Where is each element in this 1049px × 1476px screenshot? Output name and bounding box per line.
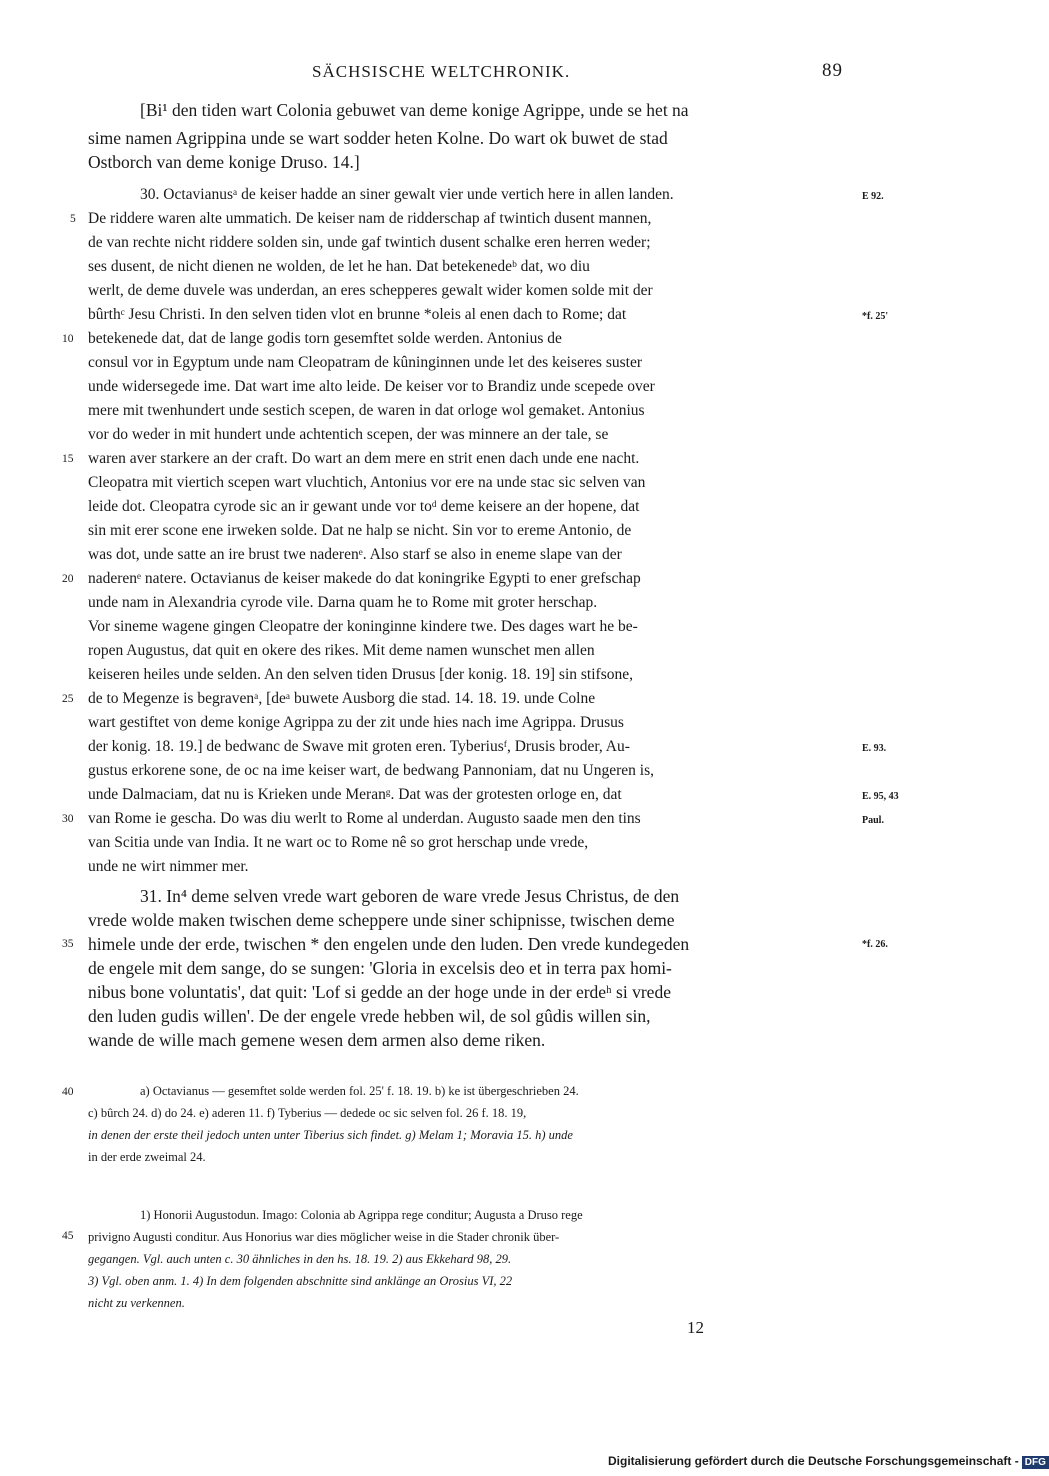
margin-note: E. 93. [862, 743, 887, 754]
running-title: SÄCHSISCHE WELTCHRONIK. [312, 62, 571, 81]
text-line: unde nam in Alexandria cyrode vile. Darna quam he to Rome mit groter herschap. [88, 594, 598, 611]
text-line: wande de wille mach gemene wesen dem armen also deme riken. [88, 1030, 546, 1050]
variant-line: c) bûrch 24. d) do 24. e) aderen 11. f) Tyberius — dedede oc sic selven fol. 26 f. 18. 19, [88, 1106, 527, 1120]
line-number: 30 [62, 813, 74, 825]
text-line: gustus erkorene sone, de oc na ime keiser wart, de bedwang Pannoniam, dat nu Ungeren is, [88, 762, 655, 779]
text-line: werlt, de deme duvele was underdan, an eres schepperes gewalt wider komen solde mit der [88, 282, 653, 299]
variant-line: in der erde zweimal 24. [88, 1150, 206, 1164]
text-line: betekenede dat, dat de lange godis torn gesemftet solde werden. Antonius de [88, 330, 562, 347]
line-number: 20 [62, 573, 74, 585]
text-line: de van rechte nicht riddere solden sin, unde gaf twintich dusent schalke eren herren weder; [88, 234, 651, 251]
signature-mark: 12 [687, 1318, 704, 1337]
text-line: naderenᵉ natere. Octavianus de keiser makede do dat koningrike Egypti to ener grefschap [88, 570, 641, 587]
text-line: [Bi¹ den tiden wart Colonia gebuwet van deme konige Agrippe, unde se het na [140, 100, 689, 120]
text-line: ropen Augustus, dat quit en okere des rikes. Mit deme namen wunschet men allen [88, 642, 595, 659]
text-line: mere mit twenhundert unde sestich scepen, de waren in dat orloge wol gemaket. Antonius [88, 402, 645, 419]
text-line: leide dot. Cleopatra cyrode sic an ir gewant unde vor toᵈ deme keisere an der hopene, dat [88, 498, 640, 515]
footnote-line: gegangen. Vgl. auch unten c. 30 ähnliches in den hs. 18. 19. 2) aus Ekkehard 98, 29. [88, 1252, 512, 1266]
line-number: 25 [62, 693, 74, 705]
margin-note: E 92. [862, 191, 884, 202]
text-line: unde ne wirt nimmer mer. [88, 858, 249, 875]
text-line: keiseren heiles unde selden. An den selven tiden Drusus [der konig. 18. 19] sin stifsone, [88, 666, 633, 683]
text-line: ses dusent, de nicht dienen ne wolden, de let he han. Dat betekenedeᵇ dat, wo diu [88, 258, 590, 275]
text-line: 30. Octavianusᵃ de keiser hadde an siner gewalt vier unde vertich here in allen landen. [140, 186, 674, 203]
text-line: unde Dalmaciam, dat nu is Krieken unde Meranᵍ. Dat was der grotesten orloge en, dat [88, 786, 622, 803]
text-line: sime namen Agrippina unde se wart sodder heten Kolne. Do wart ok buwet de stad [88, 128, 668, 148]
line-number: 15 [62, 453, 74, 465]
text-line: bûrthᶜ Jesu Christi. In den selven tiden vlot en brunne *oleis al enen dach to Rome; dat [88, 306, 627, 323]
dfg-logo: DFG [1022, 1456, 1049, 1469]
text-line: himele unde der erde, twischen * den engelen unde den luden. Den vrede kundegeden [88, 934, 690, 954]
footnote-line: privigno Augusti conditur. Aus Honorius war dies möglicher weise in die Stader chronik über- [88, 1230, 560, 1244]
line-number: 40 [62, 1086, 74, 1098]
text-line: was dot, unde satte an ire brust twe naderenᵉ. Also starf se also in eneme slape van der [88, 546, 622, 563]
footer-text: Digitalisierung gefördert durch die Deutsche Forschungsgemeinschaft - [608, 1454, 1019, 1468]
variant-line: in denen der erste theil jedoch unten unter Tiberius sich findet. g) Melam 1; Moravia 15. h) unde [88, 1128, 573, 1142]
text-line: de to Megenze is begravenᵃ, [deᵃ buwete Ausborg die stad. 14. 18. 19. unde Colne [88, 690, 596, 707]
footnote-line: 3) Vgl. oben anm. 1. 4) In dem folgenden abschnitte sind anklänge an Orosius VI, 22 [88, 1274, 513, 1288]
text-line: de engele mit dem sange, do se sungen: 'Gloria in excelsis deo et in terra pax homi- [88, 958, 672, 978]
text-line: nibus bone voluntatis', dat quit: 'Lof si gedde an der hoge unde in der erdeʰ si vrede [88, 982, 671, 1002]
margin-note: *f. 26. [862, 939, 888, 950]
line-number: 35 [62, 938, 74, 950]
text-line: van Rome ie gescha. Do was diu werlt to Rome al underdan. Augusto saade men den tins [88, 810, 641, 827]
text-line: Cleopatra mit viertich scepen wart vluchtich, Antonius vor ere na unde stac sic selven van [88, 474, 646, 491]
line-number: 10 [62, 333, 74, 345]
line-number: 5 [70, 213, 76, 225]
text-line: wart gestiftet von deme konige Agrippa zu der zit unde hies nach ime Agrippa. Drusus [88, 714, 624, 731]
text-line: vrede wolde maken twischen deme scheppere unde siner schipnisse, twischen deme [88, 910, 675, 930]
text-line: De riddere waren alte ummatich. De keiser nam de ridderschap af twintich dusent mannen, [88, 210, 652, 227]
text-line: Vor sineme wagene gingen Cleopatre der koninginne kindere twe. Des dages wart he be- [88, 618, 638, 635]
margin-note: E. 95, 43 [862, 791, 899, 802]
line-number: 45 [62, 1230, 74, 1242]
text-line: van Scitia unde van India. It ne wart oc to Rome nê so grot herschap unde vrede, [88, 834, 589, 851]
text-line: den luden gudis willen'. De der engele vrede hebben wil, de sol gûdis willen sin, [88, 1006, 651, 1026]
page-number: 89 [822, 60, 843, 81]
text-line: vor do weder in mit hundert unde achtentich scepen, der was minnere an der tale, se [88, 426, 609, 443]
text-line: 31. In⁴ deme selven vrede wart geboren de ware vrede Jesus Christus, de den [140, 886, 680, 906]
margin-note: *f. 25' [862, 311, 889, 322]
text-line: sin mit erer scone ene irweken solde. Dat ne halp se nicht. Sin vor to ereme Antonio, de [88, 522, 632, 539]
footnote-line: 1) Honorii Augustodun. Imago: Colonia ab Agrippa rege conditur; Augusta a Druso rege [140, 1208, 583, 1222]
footer-credit [608, 1454, 1049, 1469]
text-line: waren aver starkere an der craft. Do wart an dem mere en strit enen dach unde ene nacht. [88, 450, 640, 467]
margin-note: Paul. [862, 815, 884, 826]
text-line: der konig. 18. 19.] de bedwanc de Swave mit groten eren. Tyberiusᶠ, Drusis broder, Au- [88, 738, 630, 755]
text-line: unde widersegede ime. Dat wart ime alto leide. De keiser vor to Brandiz unde scepede over [88, 378, 655, 395]
footnote-line: nicht zu verkennen. [88, 1296, 185, 1310]
text-line: consul vor in Egyptum unde nam Cleopatram de kûninginnen unde let des keiseres suster [88, 354, 643, 371]
variant-line: a) Octavianus — gesemftet solde werden fol. 25' f. 18. 19. b) ke ist übergeschrieben 24. [140, 1084, 579, 1098]
text-line: Ostborch van deme konige Druso. 14.] [88, 152, 360, 172]
